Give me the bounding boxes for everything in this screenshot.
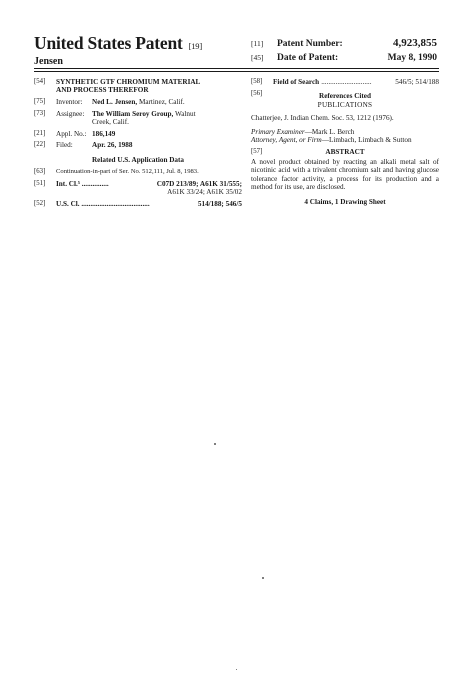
int-cl-label: Int. Cl.⁵ ............... xyxy=(56,179,109,188)
attorney-label: Attorney, Agent, or Firm xyxy=(251,136,322,145)
inventor-field xyxy=(34,98,242,106)
inventor-name: Ned L. Jensen, xyxy=(92,98,138,106)
assignee-place-1: Walnut xyxy=(175,109,196,118)
filed-field xyxy=(34,141,242,149)
abstract-heading: ABSTRACT xyxy=(325,147,365,156)
inventor-code: [75] xyxy=(34,98,46,105)
filed-label: Filed: xyxy=(56,141,73,150)
primary-examiner xyxy=(251,128,439,136)
inventor-surname: Jensen xyxy=(34,56,63,67)
int-cl-field xyxy=(34,180,242,197)
us-cl-field xyxy=(34,200,242,208)
assignee-label: Assignee: xyxy=(56,109,85,118)
invention-title-line-2: AND PROCESS THEREFOR xyxy=(56,86,149,95)
int-cl-line-1: C07D 213/89; A61K 31/555; xyxy=(156,179,242,188)
invention-title-line-1: SYNTHETIC GTF CHROMIUM MATERIAL xyxy=(56,78,201,86)
appl-field xyxy=(34,130,242,138)
abstract-header xyxy=(251,148,439,156)
claims-summary: 4 Claims, 1 Drawing Sheet xyxy=(304,197,386,206)
us-cl-code: [52] xyxy=(34,199,46,207)
continuation-field xyxy=(34,168,242,176)
us-cl-label: U.S. Cl. ...................................... xyxy=(56,199,150,208)
patent-number-code: [11] xyxy=(251,39,264,48)
patent-title xyxy=(34,33,202,54)
scan-speck xyxy=(262,577,264,579)
patent-date-row xyxy=(251,53,437,63)
title-field-code: [54] xyxy=(34,78,46,85)
inventor-label: Inventor: xyxy=(56,98,83,106)
left-column xyxy=(34,78,242,211)
inventor-place: Martinez, Calif. xyxy=(138,98,185,106)
patent-date-label: Date of Patent: xyxy=(277,53,339,63)
primary-examiner-label: Primary Examiner xyxy=(251,127,305,136)
attorney-name: —Limbach, Limbach & Sutton xyxy=(321,136,412,145)
us-cl-value: 514/188; 546/5 xyxy=(197,199,242,208)
assignee-field xyxy=(34,110,242,127)
assignee-name: The William Seroy Group, xyxy=(92,109,174,118)
field-of-search xyxy=(251,78,439,86)
appl-number: 186,149 xyxy=(92,129,116,138)
appl-code: [21] xyxy=(34,129,46,137)
publications-heading: PUBLICATIONS xyxy=(317,101,373,109)
primary-examiner-name: —Mark L. Berch xyxy=(304,127,355,136)
continuation-code: [63] xyxy=(34,168,46,175)
scan-speck xyxy=(214,443,216,445)
references-code: [56] xyxy=(251,89,263,97)
appl-label: Appl. No.: xyxy=(56,129,87,138)
attorney xyxy=(251,136,439,144)
references-field xyxy=(251,90,439,101)
filed-code: [22] xyxy=(34,141,46,149)
patent-title-text: United States Patent xyxy=(34,33,183,53)
filed-date: Apr. 26, 1988 xyxy=(92,141,133,150)
patent-number-label: Patent Number: xyxy=(277,39,343,49)
patent-date-code: [45] xyxy=(251,53,264,62)
assignee-code: [73] xyxy=(34,109,46,117)
patent-number: 4,923,855 xyxy=(393,37,437,49)
assignee-place-2: Creek, Calif. xyxy=(92,118,129,126)
patent-title-code: [19] xyxy=(188,41,202,51)
field-of-search-value: 546/5; 514/188 xyxy=(395,78,439,86)
scan-speck xyxy=(236,669,237,670)
field-of-search-dots: ............................ xyxy=(321,78,372,86)
int-cl-code: [51] xyxy=(34,179,46,187)
header-rule-bottom xyxy=(34,71,439,72)
abstract-text: A novel product obtained by reacting an alkali metal salt of nicotinic acid with a trivalent chromium salt and having glucose tolerance factor activity, a process for its production and a method for its use, are disclosed. xyxy=(251,158,439,192)
field-of-search-code: [58] xyxy=(251,78,263,85)
int-cl-line-2: A61K 33/24; A61K 35/02 xyxy=(167,188,242,196)
header-rule-top xyxy=(34,68,439,69)
patent-date: May 8, 1990 xyxy=(387,53,437,63)
patent-number-row xyxy=(251,37,437,49)
references-heading: References Cited xyxy=(319,91,371,100)
continuation-text: Continuation-in-part of Ser. No. 512,111, Jul. 8, 1983. xyxy=(56,168,199,175)
field-of-search-label: Field of Search xyxy=(273,78,320,86)
reference-entry: Chatterjee, J. Indian Chem. Soc. 53, 1212 (1976). xyxy=(251,114,394,123)
title-field xyxy=(34,78,242,95)
abstract-code: [57] xyxy=(251,147,263,155)
right-column xyxy=(251,78,439,206)
related-data-heading: Related U.S. Application Data xyxy=(91,155,185,164)
